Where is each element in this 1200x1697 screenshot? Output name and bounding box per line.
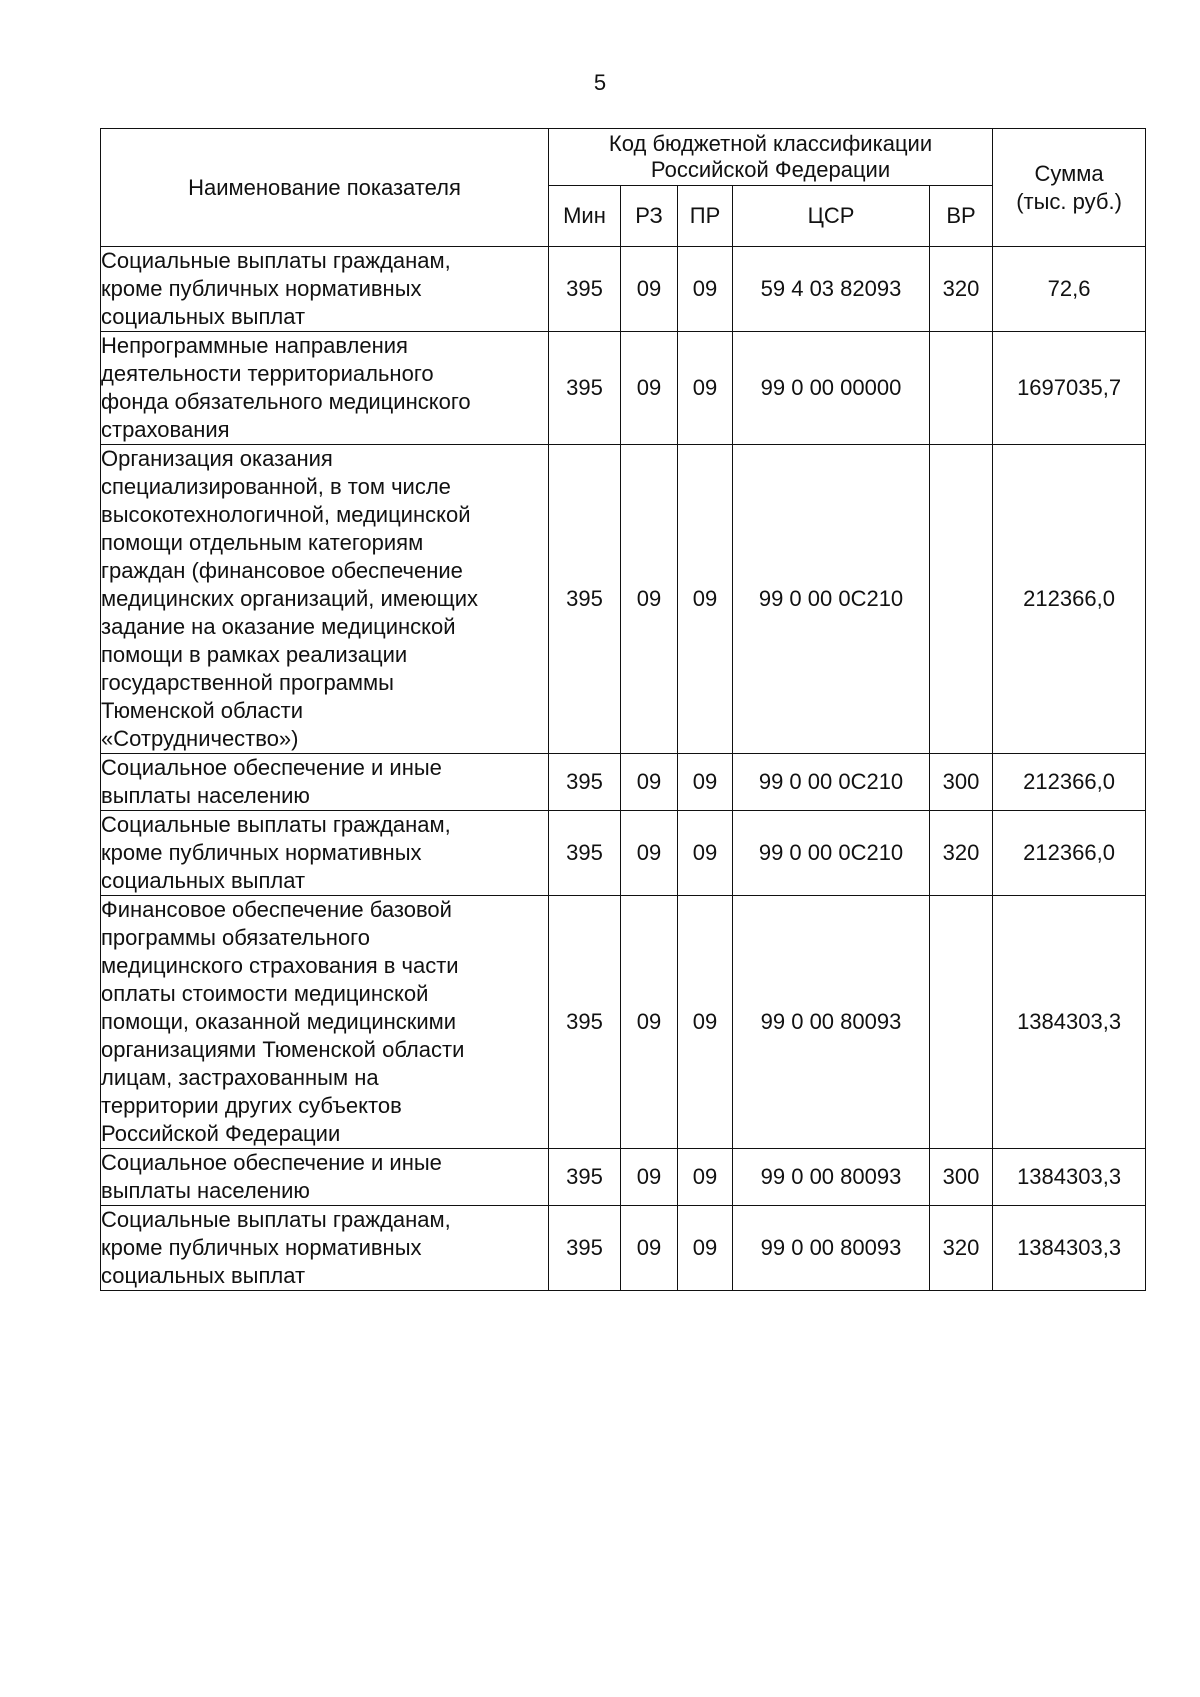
row-vr: 320 bbox=[930, 247, 993, 332]
row-name-line: выплаты населению bbox=[101, 1178, 310, 1203]
row-name-line: помощи отдельным категориям bbox=[101, 530, 424, 555]
row-name-line: Социальное обеспечение и иные bbox=[101, 1150, 442, 1175]
row-name-line: Организация оказания bbox=[101, 446, 333, 471]
table-body bbox=[101, 247, 1146, 1291]
row-name-line: деятельности территориального bbox=[101, 361, 434, 386]
row-sum: 212366,0 bbox=[993, 811, 1146, 896]
row-name-line: программы обязательного bbox=[101, 925, 370, 950]
row-name-line: кроме публичных нормативных bbox=[101, 840, 422, 865]
row-rz: 09 bbox=[621, 1149, 678, 1206]
row-name-line: организациями Тюменской области bbox=[101, 1037, 465, 1062]
header-code-line1: Код бюджетной классификации bbox=[608, 131, 933, 156]
row-rz: 09 bbox=[621, 332, 678, 445]
row-name-line: оплаты стоимости медицинской bbox=[101, 981, 429, 1006]
header-csr: ЦСР bbox=[733, 186, 930, 247]
table-row bbox=[101, 811, 1146, 896]
table-row bbox=[101, 247, 1146, 332]
row-name-line: помощи, оказанной медицинскими bbox=[101, 1009, 457, 1034]
row-vr bbox=[930, 445, 993, 754]
row-min: 395 bbox=[549, 896, 621, 1149]
row-name bbox=[101, 896, 549, 1149]
header-code-group bbox=[549, 129, 993, 186]
row-csr: 99 0 00 0С210 bbox=[733, 445, 930, 754]
row-rz: 09 bbox=[621, 896, 678, 1149]
row-name bbox=[101, 1149, 549, 1206]
row-name-line: государственной программы bbox=[101, 670, 394, 695]
row-name-line: медицинских организаций, имеющих bbox=[101, 586, 479, 611]
header-rz: РЗ bbox=[621, 186, 678, 247]
row-pr: 09 bbox=[678, 896, 733, 1149]
table-row bbox=[101, 332, 1146, 445]
row-name bbox=[101, 332, 549, 445]
page-number: 5 bbox=[593, 70, 607, 95]
row-min: 395 bbox=[549, 754, 621, 811]
row-rz: 09 bbox=[621, 247, 678, 332]
row-name-line: социальных выплат bbox=[101, 868, 306, 893]
header-sum-line2: (тыс. руб.) bbox=[1016, 188, 1122, 214]
row-name bbox=[101, 754, 549, 811]
row-name bbox=[101, 247, 549, 332]
row-name-line: Социальные выплаты гражданам, bbox=[101, 812, 451, 837]
row-csr: 99 0 00 0С210 bbox=[733, 754, 930, 811]
table-row bbox=[101, 896, 1146, 1149]
row-vr: 300 bbox=[930, 754, 993, 811]
row-pr: 09 bbox=[678, 332, 733, 445]
header-name: Наименование показателя bbox=[101, 129, 549, 247]
row-name-line: Социальные выплаты гражданам, bbox=[101, 248, 451, 273]
row-min: 395 bbox=[549, 811, 621, 896]
header-min: Мин bbox=[549, 186, 621, 247]
row-sum: 72,6 bbox=[993, 247, 1146, 332]
row-vr: 320 bbox=[930, 1206, 993, 1291]
row-rz: 09 bbox=[621, 811, 678, 896]
header-row-top bbox=[101, 129, 1146, 186]
row-name-line: Социальные выплаты гражданам, bbox=[101, 1207, 451, 1232]
header-sum bbox=[993, 129, 1146, 247]
row-csr: 99 0 00 0С210 bbox=[733, 811, 930, 896]
row-name-line: Финансовое обеспечение базовой bbox=[101, 897, 452, 922]
row-csr: 99 0 00 80093 bbox=[733, 1206, 930, 1291]
row-csr: 99 0 00 80093 bbox=[733, 896, 930, 1149]
row-name-line: территории других субъектов bbox=[101, 1093, 402, 1118]
row-pr: 09 bbox=[678, 1149, 733, 1206]
row-name bbox=[101, 1206, 549, 1291]
row-min: 395 bbox=[549, 247, 621, 332]
row-sum: 1384303,3 bbox=[993, 896, 1146, 1149]
row-name-line: Непрограммные направления bbox=[101, 333, 408, 358]
row-sum: 1384303,3 bbox=[993, 1206, 1146, 1291]
row-name-line: кроме публичных нормативных bbox=[101, 276, 422, 301]
row-pr: 09 bbox=[678, 247, 733, 332]
row-rz: 09 bbox=[621, 754, 678, 811]
row-name-line: страхования bbox=[101, 417, 230, 442]
row-vr bbox=[930, 896, 993, 1149]
row-name bbox=[101, 811, 549, 896]
row-name-line: Российской Федерации bbox=[101, 1121, 341, 1146]
row-csr: 59 4 03 82093 bbox=[733, 247, 930, 332]
table-row bbox=[101, 445, 1146, 754]
row-name-line: лицам, застрахованным на bbox=[101, 1065, 379, 1090]
row-min: 395 bbox=[549, 1149, 621, 1206]
row-pr: 09 bbox=[678, 1206, 733, 1291]
row-name-line: граждан (финансовое обеспечение bbox=[101, 558, 463, 583]
row-sum: 212366,0 bbox=[993, 754, 1146, 811]
row-min: 395 bbox=[549, 445, 621, 754]
row-pr: 09 bbox=[678, 754, 733, 811]
header-pr: ПР bbox=[678, 186, 733, 247]
row-name-line: Тюменской области bbox=[101, 698, 304, 723]
row-csr: 99 0 00 80093 bbox=[733, 1149, 930, 1206]
row-min: 395 bbox=[549, 1206, 621, 1291]
row-pr: 09 bbox=[678, 811, 733, 896]
row-name-line: помощи в рамках реализации bbox=[101, 642, 408, 667]
header-vr: ВР bbox=[930, 186, 993, 247]
row-name-line: медицинского страхования в части bbox=[101, 953, 459, 978]
row-vr: 300 bbox=[930, 1149, 993, 1206]
row-name-line: кроме публичных нормативных bbox=[101, 1235, 422, 1260]
row-pr: 09 bbox=[678, 445, 733, 754]
table-row bbox=[101, 754, 1146, 811]
header-sum-line1: Сумма bbox=[1034, 160, 1104, 186]
row-name bbox=[101, 445, 549, 754]
row-vr: 320 bbox=[930, 811, 993, 896]
row-rz: 09 bbox=[621, 445, 678, 754]
row-name-line: социальных выплат bbox=[101, 1263, 306, 1288]
row-name-line: высокотехнологичной, медицинской bbox=[101, 502, 471, 527]
row-name-line: фонда обязательного медицинского bbox=[101, 389, 471, 414]
row-name-line: «Сотрудничество») bbox=[101, 726, 299, 751]
row-sum: 1384303,3 bbox=[993, 1149, 1146, 1206]
row-rz: 09 bbox=[621, 1206, 678, 1291]
row-vr bbox=[930, 332, 993, 445]
row-name-line: выплаты населению bbox=[101, 783, 310, 808]
row-name-line: специализированной, в том числе bbox=[101, 474, 451, 499]
row-sum: 1697035,7 bbox=[993, 332, 1146, 445]
row-name-line: Социальное обеспечение и иные bbox=[101, 755, 442, 780]
table-row bbox=[101, 1149, 1146, 1206]
row-name-line: социальных выплат bbox=[101, 304, 306, 329]
row-sum: 212366,0 bbox=[993, 445, 1146, 754]
budget-table bbox=[100, 128, 1146, 1291]
row-name-line: задание на оказание медицинской bbox=[101, 614, 456, 639]
row-min: 395 bbox=[549, 332, 621, 445]
header-code-line2: Российской Федерации bbox=[650, 157, 891, 182]
row-csr: 99 0 00 00000 bbox=[733, 332, 930, 445]
table-header bbox=[101, 129, 1146, 247]
table-row bbox=[101, 1206, 1146, 1291]
